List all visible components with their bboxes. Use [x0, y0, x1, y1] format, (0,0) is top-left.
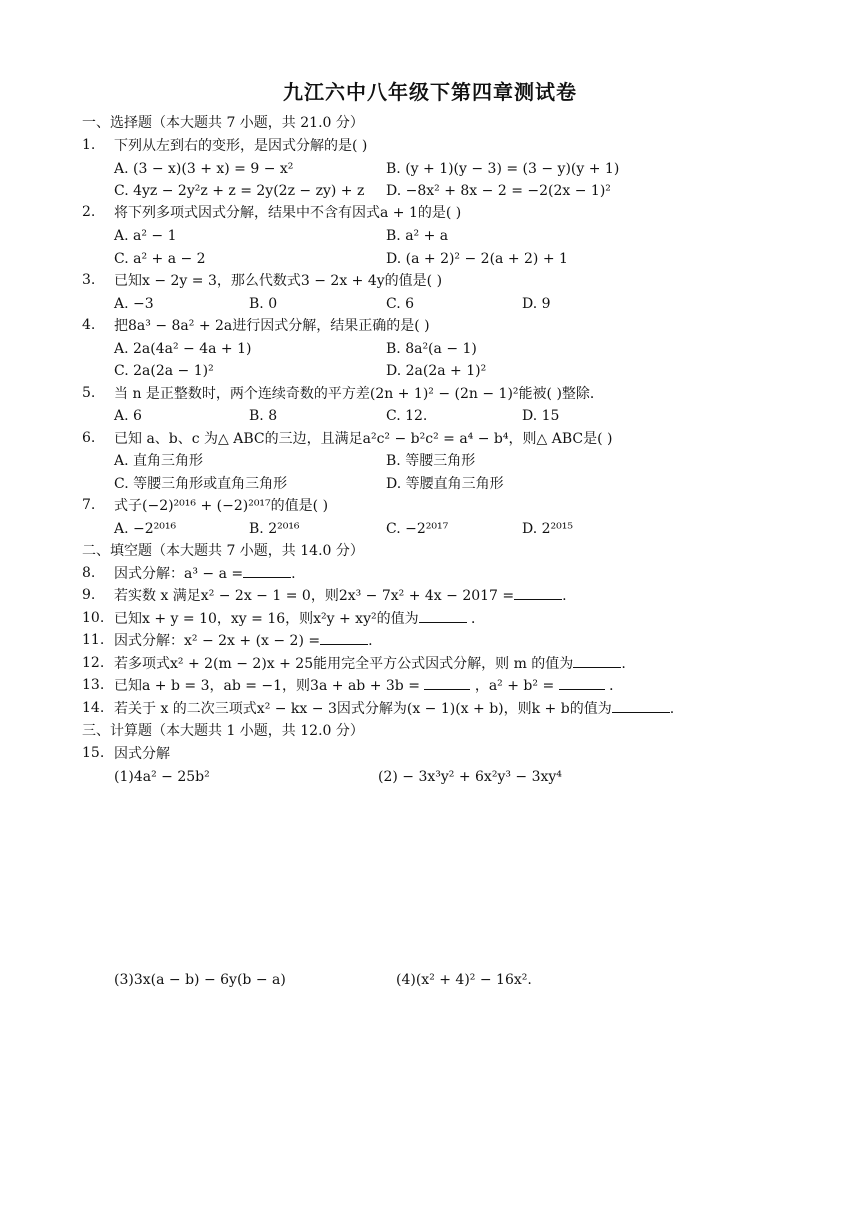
- page-title: 九江六中八年级下第四章测试卷: [283, 80, 577, 104]
- answer-blank[interactable]: [612, 700, 670, 713]
- section-heading-fill: 二、填空题（本大题共 7 小题，共 14.0 分）: [82, 543, 364, 559]
- question-number: 5.: [82, 385, 96, 401]
- option-c: C. −2²⁰¹⁷: [386, 521, 449, 537]
- question-line: [114, 565, 296, 583]
- question-tail: .: [291, 566, 296, 582]
- question-number: 4.: [82, 317, 96, 333]
- subproblem-1: (1)4a² − 25b²: [114, 769, 210, 785]
- option-d: D. 15: [522, 408, 560, 424]
- question-stem: 因式分解：a³ − a =: [114, 566, 244, 582]
- question-stem: 已知x − 2y = 3，那么代数式3 − 2x + 4y的值是( ): [114, 273, 443, 289]
- question-tail: ．: [604, 678, 624, 694]
- option-a: A. −3: [114, 296, 154, 312]
- section-heading-choice: 一、选择题（本大题共 7 小题，共 21.0 分）: [82, 115, 364, 131]
- option-d: D. −8x² + 8x − 2 = −2(2x − 1)²: [386, 183, 611, 199]
- question-tail: ．: [466, 611, 486, 627]
- option-c: C. 4yz − 2y²z + z = 2y(2z − zy) + z: [114, 183, 365, 199]
- question-stem: 当 n 是正整数时，两个连续奇数的平方差(2n + 1)² − (2n − 1)²能被( )整除．: [114, 386, 604, 402]
- option-b: B. 8a²(a − 1): [386, 341, 477, 357]
- option-c: C. 2a(2a − 1)²: [114, 363, 214, 379]
- subproblem-2: (2) − 3x³y² + 6x²y³ − 3xy⁴: [378, 769, 562, 785]
- question-mid: ，a² + b² =: [470, 678, 559, 694]
- option-b: B. 0: [249, 296, 278, 312]
- question-number: 7.: [82, 497, 96, 513]
- option-d: D. 2a(2a + 1)²: [386, 363, 487, 379]
- question-stem: 式子(−2)²⁰¹⁶ + (−2)²⁰¹⁷的值是( ): [114, 498, 329, 514]
- option-b: B. (y + 1)(y − 3) = (3 − y)(y + 1): [386, 161, 620, 177]
- option-a: A. 2a(4a² − 4a + 1): [114, 341, 252, 357]
- question-number: 9.: [82, 587, 96, 603]
- option-a: A. −2²⁰¹⁶: [114, 521, 177, 537]
- question-number: 1.: [82, 137, 96, 153]
- option-a: A. a² − 1: [114, 228, 177, 244]
- option-c: C. 12.: [386, 408, 428, 424]
- option-c: C. a² + a − 2: [114, 251, 206, 267]
- option-b: B. 2²⁰¹⁶: [249, 521, 300, 537]
- question-stem: 若关于 x 的二次三项式x² − kx − 3因式分解为(x − 1)(x + b)，则k + b的值为: [114, 701, 612, 717]
- answer-blank[interactable]: [559, 677, 605, 690]
- answer-blank[interactable]: [419, 610, 467, 623]
- question-number: 12.: [82, 655, 105, 671]
- question-line: [114, 587, 567, 605]
- question-tail: .: [368, 633, 373, 649]
- question-number: 15.: [82, 745, 105, 761]
- answer-blank[interactable]: [320, 632, 368, 645]
- question-number: 14.: [82, 700, 105, 716]
- question-number: 13.: [82, 677, 105, 693]
- option-c: C. 等腰三角形或直角三角形: [114, 476, 288, 492]
- question-number: 10.: [82, 610, 105, 626]
- question-tail: .: [562, 588, 567, 604]
- question-stem: 将下列多项式因式分解，结果中不含有因式a + 1的是( ): [114, 205, 462, 221]
- question-stem: 已知 a、b、c 为△ ABC的三边，且满足a²c² − b²c² = a⁴ − b⁴，则△ ABC是( ): [114, 431, 613, 447]
- subproblem-3: (3)3x(a − b) − 6y(b − a): [114, 972, 286, 988]
- question-number: 8.: [82, 565, 96, 581]
- option-d: D. 等腰直角三角形: [386, 476, 504, 492]
- question-stem: 把8a³ − 8a² + 2a进行因式分解，结果正确的是( ): [114, 318, 430, 334]
- option-b: B. 8: [249, 408, 278, 424]
- option-d: D. 9: [522, 296, 551, 312]
- answer-blank[interactable]: [573, 655, 621, 668]
- question-line: [114, 632, 373, 650]
- option-a: A. 6: [114, 408, 142, 424]
- question-number: 11.: [82, 632, 105, 648]
- option-c: C. 6: [386, 296, 415, 312]
- question-stem: 因式分解：x² − 2x + (x − 2) =: [114, 633, 321, 649]
- section-heading-calc: 三、计算题（本大题共 1 小题，共 12.0 分）: [82, 723, 364, 739]
- question-stem: 已知a + b = 3，ab = −1，则3a + ab + 3b =: [114, 678, 425, 694]
- subproblem-4: (4)(x² + 4)² − 16x².: [396, 972, 532, 988]
- option-d: D. (a + 2)² − 2(a + 2) + 1: [386, 251, 568, 267]
- option-b: B. 等腰三角形: [386, 453, 476, 469]
- question-tail: .: [621, 656, 626, 672]
- question-stem: 因式分解: [114, 746, 170, 762]
- option-a: A. 直角三角形: [114, 453, 204, 469]
- question-stem: 下列从左到右的变形，是因式分解的是( ): [114, 138, 368, 154]
- question-line: [114, 610, 485, 628]
- answer-blank[interactable]: [243, 565, 291, 578]
- question-tail: .: [669, 701, 675, 717]
- option-a: A. (3 − x)(3 + x) = 9 − x²: [114, 161, 294, 177]
- answer-blank[interactable]: [514, 587, 562, 600]
- question-line: [114, 700, 674, 718]
- option-d: D. 2²⁰¹⁵: [522, 521, 573, 537]
- question-number: 2.: [82, 204, 96, 220]
- question-number: 3.: [82, 272, 96, 288]
- question-stem: 若多项式x² + 2(m − 2)x + 25能用完全平方公式因式分解，则 m 的值为: [114, 656, 574, 672]
- answer-blank[interactable]: [424, 677, 470, 690]
- question-line: [114, 677, 623, 695]
- question-line: [114, 655, 626, 673]
- option-b: B. a² + a: [386, 228, 449, 244]
- question-stem: 若实数 x 满足x² − 2x − 1 = 0，则2x³ − 7x² + 4x − 2017 =: [114, 588, 515, 604]
- question-stem: 已知x + y = 10，xy = 16，则x²y + xy²的值为: [114, 611, 419, 627]
- question-number: 6.: [82, 430, 96, 446]
